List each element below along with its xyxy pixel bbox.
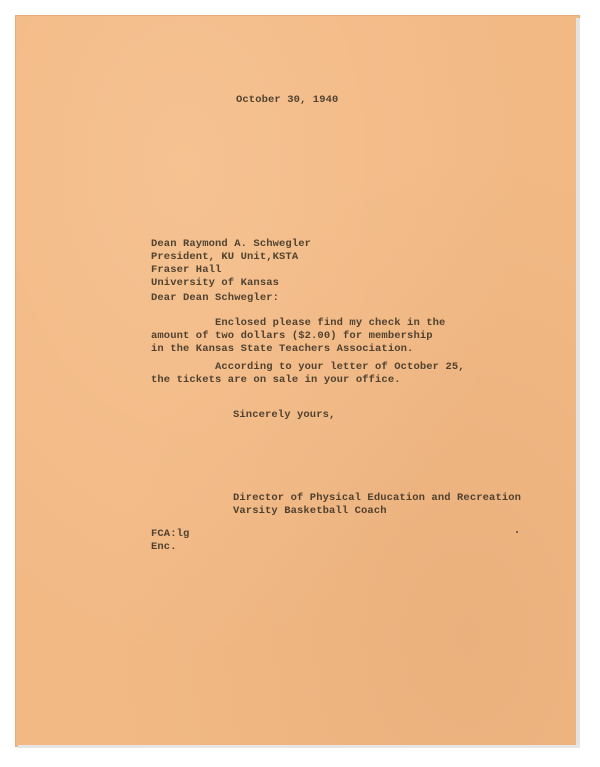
signer-title: Director of Physical Education and Recreation	[233, 492, 522, 504]
body-paragraph-1	[151, 317, 445, 356]
recipient-address	[151, 238, 311, 290]
paragraph-line: amount of two dollars ($2.00) for membership	[151, 330, 433, 342]
recipient-name: Dean Raymond A. Schwegler	[151, 238, 312, 250]
page-edge-shadow	[576, 18, 580, 746]
signature-block	[233, 492, 521, 518]
typist-initials: FCA:lg	[151, 528, 190, 540]
signer-role: Varsity Basketball Coach	[233, 505, 387, 517]
paragraph-line: in the Kansas State Teachers Association.	[151, 343, 414, 355]
paper-speck	[516, 531, 518, 533]
paragraph-line: Enclosed please find my check in the	[151, 317, 446, 329]
recipient-institution: University of Kansas	[151, 277, 280, 289]
letter-date: October 30, 1940	[236, 94, 339, 106]
complimentary-close: Sincerely yours,	[233, 409, 336, 421]
reference-block	[151, 528, 189, 554]
recipient-title: President, KU Unit,KSTA	[151, 251, 299, 263]
recipient-building: Fraser Hall	[151, 264, 222, 276]
salutation: Dear Dean Schwegler:	[151, 292, 280, 304]
paragraph-line: According to your letter of October 25,	[151, 361, 465, 373]
body-paragraph-2	[151, 361, 465, 387]
enclosure-note: Enc.	[151, 541, 177, 553]
paragraph-line: the tickets are on sale in your office.	[151, 374, 401, 386]
page-bottom-edge	[18, 745, 580, 748]
